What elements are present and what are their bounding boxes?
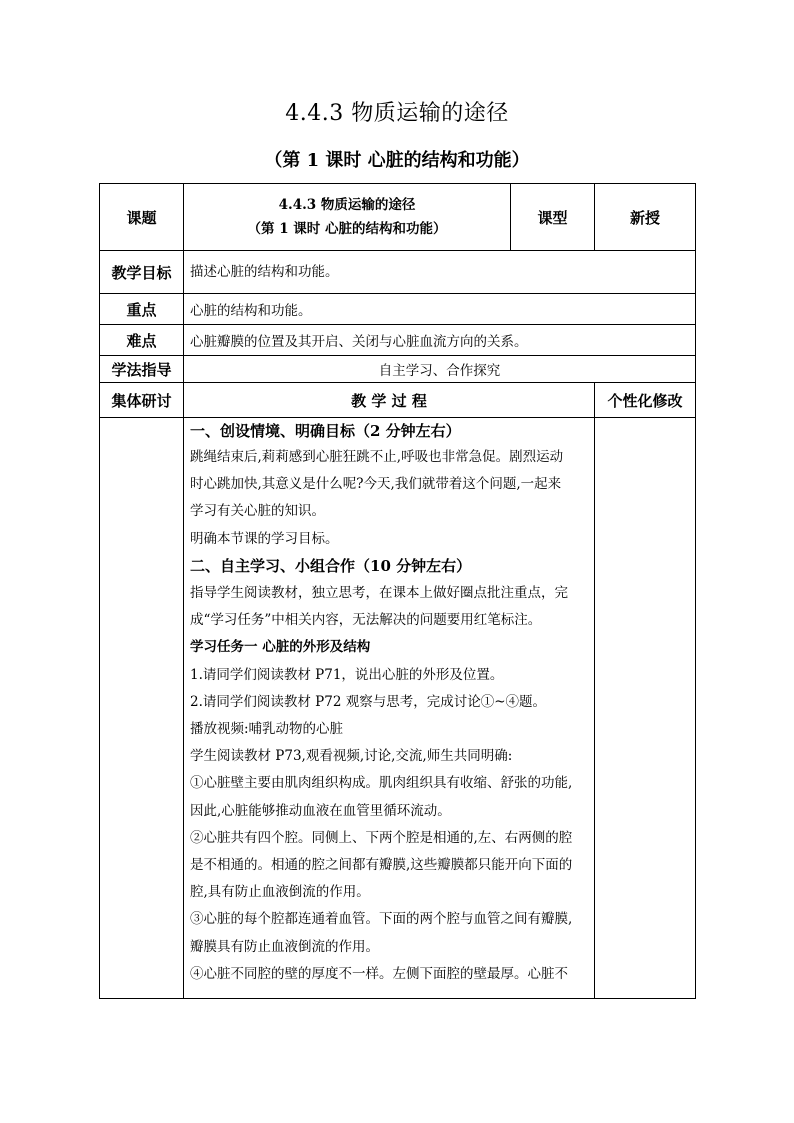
section1-line: 明确本节课的学习目标。	[190, 530, 339, 547]
discussion-column-cell	[100, 418, 184, 999]
table-row-header	[100, 383, 696, 418]
task1-line: 2.请同学们阅读教材 P72 观察与思考，完成讨论①~④题。	[190, 693, 547, 710]
task1-line: ③心脏的每个腔都连通着血管。下面的两个腔与血管之间有瓣膜,	[190, 911, 573, 928]
task1-line: 学生阅读教材 P73,观看视频,讨论,交流,师生共同明确:	[190, 748, 513, 765]
task1-line: 是不相通的。相通的腔之间都有瓣膜,这些瓣膜都只能开向下面的	[190, 857, 573, 874]
task1-line: 因此,心脏能够推动血液在血管里循环流动。	[190, 802, 451, 819]
difficult-point-value: 心脏瓣膜的位置及其开启、关闭与心脏血流方向的关系。	[184, 325, 696, 356]
section1-line: 时心跳加快,其意义是什么呢?今天,我们就带着这个问题,一起来	[190, 476, 562, 493]
teaching-process-content	[184, 418, 595, 999]
topic-label: 课题	[100, 184, 184, 251]
type-value: 新授	[595, 184, 696, 251]
table-row-goal	[100, 251, 696, 294]
lesson-plan-table	[99, 183, 696, 999]
section2-line: 成“学习任务”中相关内容，无法解决的问题要用红笔标注。	[190, 612, 542, 629]
key-point-value: 心脏的结构和功能。	[184, 294, 696, 325]
table-row-method	[100, 356, 696, 383]
topic-title-line1: 4.4.3 物质运输的途径	[278, 197, 416, 213]
task1-line: ①心脏壁主要由肌肉组织构成。肌肉组织具有收缩、舒张的功能,	[190, 775, 573, 792]
personal-edit-cell	[595, 418, 696, 999]
section2-line: 指导学生阅读教材，独立思考，在课本上做好圈点批注重点，完	[190, 585, 568, 602]
section1-heading: 一、创设情境、明确目标（2 分钟左右）	[190, 422, 461, 440]
task1-line: 腔,具有防止血液倒流的作用。	[190, 884, 370, 901]
task1-line: 瓣膜具有防止血液倒流的作用。	[190, 938, 379, 955]
task1-line: ④心脏不同腔的壁的厚度不一样。左侧下面腔的壁最厚。心脏不	[190, 965, 568, 982]
section2-heading: 二、自主学习、小组合作（10 分钟左右）	[190, 556, 472, 575]
task1-line: 1.请同学们阅读教材 P71，说出心脏的外形及位置。	[190, 666, 504, 683]
table-row-key	[100, 294, 696, 325]
page-subtitle: （第 1 课时 心脏的结构和功能）	[264, 150, 530, 171]
table-row-difficult	[100, 325, 696, 356]
task1-heading: 学习任务一 心脏的外形及结构	[190, 639, 371, 656]
task1-line: 播放视频:哺乳动物的心脏	[190, 721, 344, 738]
method-label: 学法指导	[100, 356, 184, 383]
topic-value	[184, 184, 511, 251]
section1-line: 跳绳结束后,莉莉感到心脏狂跳不止,呼吸也非常急促。剧烈运动	[190, 449, 564, 465]
table-row-topic	[100, 184, 696, 251]
key-point-label: 重点	[100, 294, 184, 325]
teaching-process-header: 教 学 过 程	[184, 383, 595, 418]
goal-value: 描述心脏的结构和功能。	[184, 251, 696, 294]
discussion-column-header: 集体研讨	[100, 383, 184, 418]
topic-title-line2: （第 1 课时 心脏的结构和功能）	[247, 221, 447, 237]
type-label: 课型	[511, 184, 595, 251]
personal-edit-header: 个性化修改	[595, 383, 696, 418]
method-value: 自主学习、合作探究	[184, 356, 696, 383]
section1-line: 学习有关心脏的知识。	[190, 503, 325, 520]
difficult-point-label: 难点	[100, 325, 184, 356]
task1-line: ②心脏共有四个腔。同侧上、下两个腔是相通的,左、右两侧的腔	[190, 829, 573, 846]
goal-label: 教学目标	[100, 251, 184, 294]
page-title: 4.4.3 物质运输的途径	[285, 101, 509, 126]
table-row-content	[100, 418, 696, 999]
